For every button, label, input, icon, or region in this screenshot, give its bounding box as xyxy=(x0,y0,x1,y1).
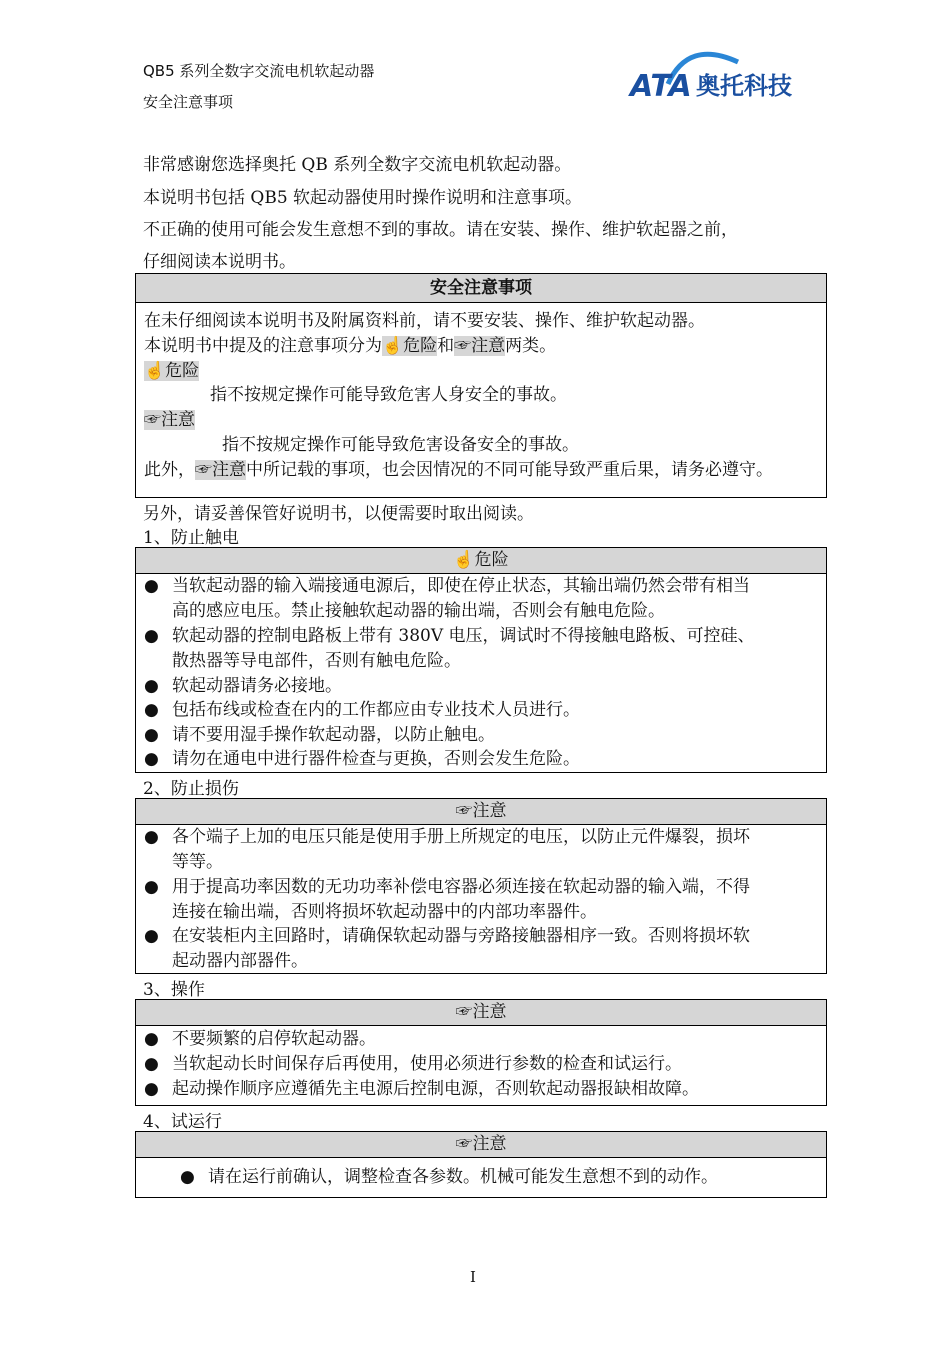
document-subtitle: 安全注意事项 xyxy=(143,93,234,111)
intro-line-2: 本说明书包括 QB5 软起动器使用时操作说明和注意事项。 xyxy=(143,188,583,208)
safety-notice-box xyxy=(135,273,827,498)
danger-label: ☝危险 xyxy=(382,336,438,356)
intro-line-4: 仔细阅读本说明书。 xyxy=(143,252,296,272)
company-logo xyxy=(628,44,828,104)
section-2-box: ☞注意 ● 各个端子上加的电压只能是使用手册上所规定的电压，以防止元件爆裂，损坏 等等。 ● 用于提高功率因数的无功功率补偿电容器必须连接在软起动器的输入端，不得 连接在输出端，否则将损坏软起动器中的内部功率器件。 ● 在安装柜内主回路时，请确保软起动器与旁路接触器相序一致。否则将损坏软 起动器内部器件。 xyxy=(135,798,827,974)
caution-description: 指不按规定操作可能导致危害设备安全的事故。 xyxy=(222,435,579,455)
section-4-box: ☞注意 ● 请在运行前确认，调整检查各参数。机械可能发生意想不到的动作。 xyxy=(135,1131,827,1198)
section-3-head: ☞注意 xyxy=(136,1000,826,1026)
section-1-box: ☝危险 ● 当软起动器的输入端接通电源后，即使在停止状态，其输出端仍然会带有相当 高的感应电压。禁止接触软起动器的输出端，否则会有触电危险。 ● 软起动器的控制电路板上带有 380V 电压，调试时不得接触电路板、可控硅、 散热器等导电部件，否则有触电危险。 ● 软起动器请务必接地。 ● 包括布线或检查在内的工作都应由专业技术人员进行。 ● 请不要用湿手操作软起动器，以防止触电。 ● 请勿在通电中进行器件检查与更换，否则会发生危险。 xyxy=(135,547,827,773)
section-1-title: 1、防止触电 xyxy=(143,528,239,548)
section-1-head: ☝危险 xyxy=(136,548,826,574)
danger-heading: ☝危险 xyxy=(144,361,200,381)
section-4-title: 4、试运行 xyxy=(143,1112,222,1132)
caution-label-inline: ☞注意 xyxy=(195,460,246,480)
intro-line-3: 不正确的使用可能会发生意想不到的事故。请在安装、操作、维护软起器之前， xyxy=(143,220,738,240)
section-4-head: ☞注意 xyxy=(136,1132,826,1158)
logo-text: 奥托科技 xyxy=(696,72,792,100)
safety-line-end: 此外，☞注意中所记载的事项，也会因情况的不同可能导致严重后果，请务必遵守。 xyxy=(144,460,773,480)
keep-manual-note: 另外，请妥善保管好说明书，以便需要时取出阅读。 xyxy=(143,504,534,524)
safety-line-2: 本说明书中提及的注意事项分为☝危险和☞注意两类。 xyxy=(144,336,557,356)
section-3-title: 3、操作 xyxy=(143,980,205,1000)
logo-mark: ATA xyxy=(630,69,692,104)
document-title: QB5 系列全数字交流电机软起动器 xyxy=(143,62,375,80)
intro-line-1: 非常感谢您选择奥托 QB 系列全数字交流电机软起动器。 xyxy=(143,155,572,175)
page-number: I xyxy=(470,1268,476,1286)
caution-label: ☞注意 xyxy=(454,336,506,356)
danger-description: 指不按规定操作可能导致危害人身安全的事故。 xyxy=(210,385,567,405)
caution-heading: ☞注意 xyxy=(144,410,195,430)
safety-line-1: 在未仔细阅读本说明书及附属资料前，请不要安装、操作、维护软起动器。 xyxy=(144,311,705,331)
section-2-head: ☞注意 xyxy=(136,799,826,825)
section-2-title: 2、防止损伤 xyxy=(143,779,239,799)
safety-notice-title: 安全注意事项 xyxy=(136,274,826,303)
section-3-box: ☞注意 ● 不要频繁的启停软起动器。 ● 当软起动长时间保存后再使用，使用必须进行参数的检查和试运行。 ● 起动操作顺序应遵循先主电源后控制电源，否则软起动器报缺相故障。 xyxy=(135,999,827,1106)
